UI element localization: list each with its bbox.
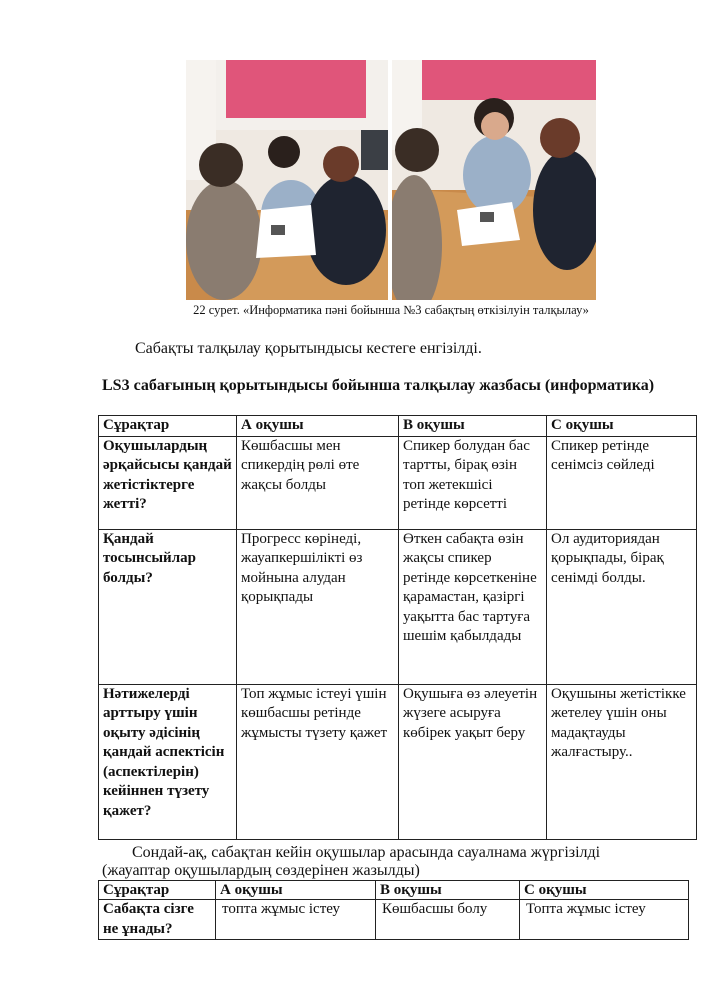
header-cell: В оқушы — [376, 881, 520, 900]
answer-cell: Өткен сабақта өзін жақсы спикер ретінде көрсеткеніне қарамастан, қазіргі уақытта бас тартуға шешім қабылдады — [399, 529, 547, 684]
header-cell: С оқушы — [547, 416, 697, 437]
answer-cell: Прогресс көрінеді, жауапкершілікті өз мойнына алудан қорықпады — [237, 529, 399, 684]
question-cell: Оқушылардың әрқайсысы қандай жетістіктерге жетті? — [99, 436, 237, 529]
table-row — [99, 529, 697, 684]
question-cell: Нәтижелерді арттыру үшін оқыту әдісінің қандай аспектісін (аспектілерін) кейіннен түзету қажет? — [99, 684, 237, 839]
table-row — [99, 900, 689, 940]
survey-paragraph-line: Сондай-ақ, сабақтан кейін оқушылар арасында сауалнама жүргізілді — [132, 844, 601, 861]
survey-paragraph — [102, 844, 698, 880]
answer-cell: топта жұмыс істеу — [216, 900, 376, 940]
answer-cell: Көшбасшы мен спикердің рөлі өте жақсы болды — [237, 436, 399, 529]
header-cell: Сұрақтар — [99, 416, 237, 437]
answer-cell: Көшбасшы болу — [376, 900, 520, 940]
answer-cell: Оқушыға өз әлеуетін жүзеге асыруға көбірек уақыт беру — [399, 684, 547, 839]
answer-cell: Спикер ретінде сенімсіз сөйледі — [547, 436, 697, 529]
classroom-photo-left — [186, 60, 388, 300]
question-cell: Қандай тосынсыйлар болды? — [99, 529, 237, 684]
survey-table — [98, 880, 689, 940]
photo-caption: 22 сурет. «Информатика пәні бойынша №3 сабақтың өткізілуін талқылау» — [193, 303, 589, 317]
table-row — [99, 684, 697, 839]
discussion-table — [98, 415, 697, 840]
answer-cell: Оқушыны жетістікке жетелеу үшін оны мадақтауды жалғастыру.. — [547, 684, 697, 839]
answer-cell: Топ жұмыс істеуі үшін көшбасшы ретінде жұмысты түзету қажет — [237, 684, 399, 839]
header-cell: А оқушы — [237, 416, 399, 437]
header-cell: С оқушы — [520, 881, 689, 900]
answer-cell: Спикер болудан бас тартты, бірақ өзін топ жетекшісі ретінде көрсетті — [399, 436, 547, 529]
answer-cell: Ол аудиториядан қорықпады, бірақ сенімді болды. — [547, 529, 697, 684]
header-cell: Сұрақтар — [99, 881, 216, 900]
header-cell: В оқушы — [399, 416, 547, 437]
table-row — [99, 436, 697, 529]
classroom-photo-right — [392, 60, 596, 300]
intro-paragraph: Сабақты талқылау қорытындысы кестеге енгізілді. — [135, 340, 482, 357]
table-header-row — [99, 881, 689, 900]
table-header-row — [99, 416, 697, 437]
survey-paragraph-line: (жауаптар оқушылардың сөздерінен жазылды) — [102, 862, 420, 879]
question-cell: Сабақта сізге не ұнады? — [99, 900, 216, 940]
header-cell: А оқушы — [216, 881, 376, 900]
table-title: LS3 сабағының қорытындысы бойынша талқылау жазбасы (информатика) — [102, 377, 655, 394]
answer-cell: Топта жұмыс істеу — [520, 900, 689, 940]
